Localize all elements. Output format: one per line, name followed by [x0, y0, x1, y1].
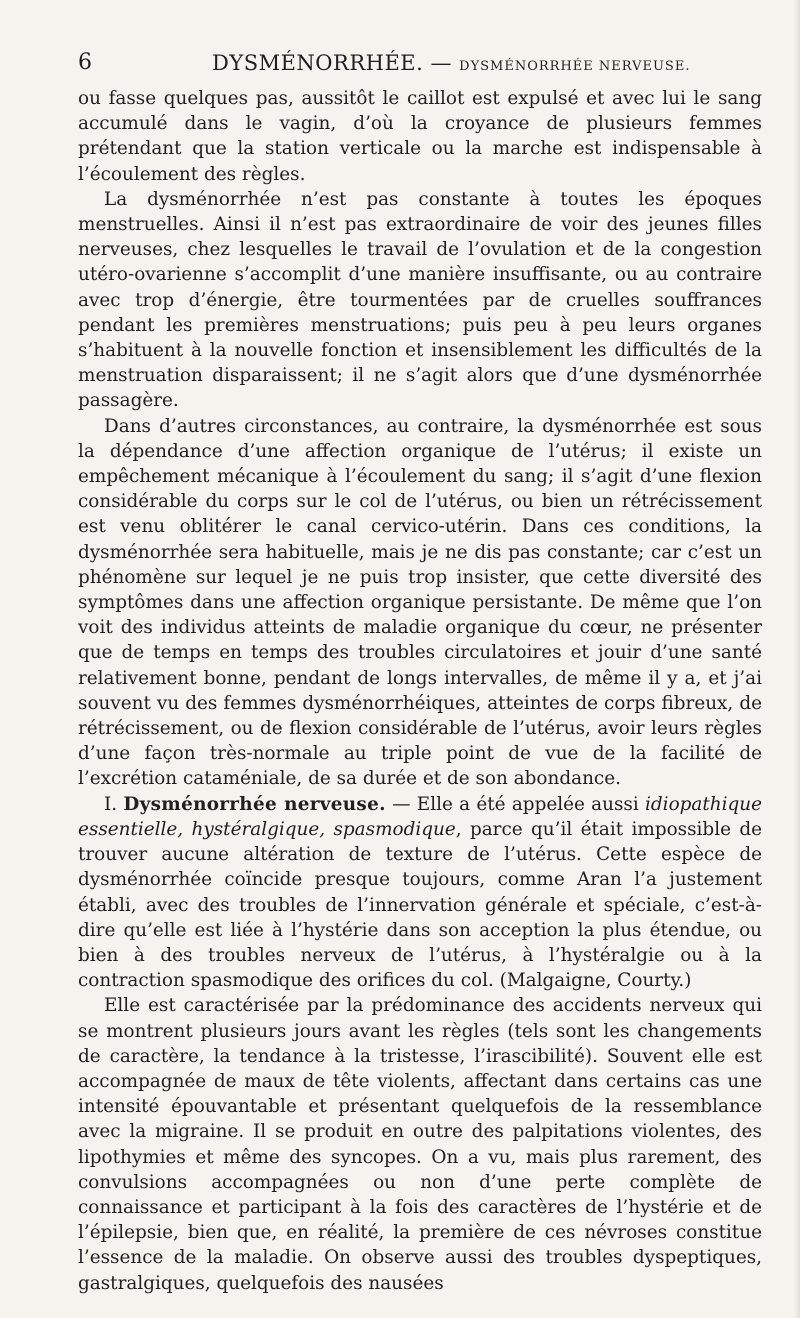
section-heading: Dysménorrhée nerveuse.	[123, 793, 386, 815]
section-dash: —	[385, 793, 417, 815]
section-rest: , parce qu’il était impossible de trouver aucune altération de texture de l’utérus. Cette espèce de dysménorrhée coïncide presque toujours, comme Aran l’a justement établi, avec des troubles de l’innervation générale et spéciale, c’est-à-dire qu’elle est liée à l’hystérie dans son acception la plus étendue, ou bien à des troubles nerveux de l’utérus, à l’hystéralgie ou à la contraction spasmodique des orifices du col. (Malgaigne, Courty.)	[78, 818, 762, 992]
running-header	[78, 48, 762, 78]
page-number: 6	[78, 50, 92, 75]
paragraph-continuation: ou fasse quelques pas, aussitôt le caillot est expulsé et avec lui le sang accumulé dans le vagin, d’où la croyance de plusieurs femmes prétendant que la station verticale ou la marche est indispensable à l’écoulement des règles.	[78, 88, 762, 185]
title-separator: —	[423, 51, 460, 75]
paragraph: La dysménorrhée n’est pas constante à toutes les époques menstruelles. Ainsi il n’est pas extraordinaire de voir des jeunes filles nerveuses, chez lesquelles le travail de l’ovulation et de la congestion utéro-ovarienne s’accomplit d’une manière insuffisante, ou au contraire avec trop d’énergie, être tourmentées par de cruelles souffrances pendant les premières menstruations; puis peu à peu leurs organes s’habituent à la nouvelle fonction et insensiblement les difficultés de la menstruation disparaissent; il ne s’agit alors que d’une dysménorrhée passagère.	[78, 188, 762, 412]
section-subtitle: DYSMÉNORRHÉE NERVEUSE.	[459, 59, 691, 74]
section-number: I.	[104, 793, 118, 815]
body-text	[78, 86, 762, 1296]
paragraph: Dans d’autres circonstances, au contraire, la dysménorrhée est sous la dépendance d’une affection organique de l’utérus; il existe un empêchement mécanique à l’écoulement du sang; il s’agit d’une flexion considérable du corps sur le col de l’utérus, ou bien un rétrécissement est venu oblitérer le canal cervico-utérin. Dans ces conditions, la dysménorrhée sera habituelle, mais je ne dis pas constante; car c’est un phénomène sur lequel je ne puis trop insister, que cette diversité des symptômes dans une affection organique persistante. De même que l’on voit des individus atteints de maladie organique du cœur, ne présenter que de temps en temps des troubles circulatoires et jouir d’une santé relativement bonne, pendant de longs intervalles, de même il y a, et j’ai souvent vu des femmes dysménorrhéiques, atteintes de corps fibreux, de rétrécissement, ou de flexion considérable de l’utérus, avoir leurs règles d’une façon très-normale au triple point de vue de la facilité de l’excrétion cataméniale, de sa durée et de son abondance.	[78, 415, 762, 790]
chapter-title: DYSMÉNORRHÉE.	[212, 51, 424, 75]
section-paragraph	[78, 792, 762, 994]
paragraph: Elle est caractérisée par la prédominance des accidents nerveux qui se montrent plusieurs jours avant les règles (tels sont les changements de caractère, la tendance à la tristesse, l’irascibilité). Souvent elle est accompagnée de maux de tête violents, affectant dans certains cas une intensité épouvantable et présentant quelquefois de la ressemblance avec la migraine. Il se produit en outre des palpitations violentes, des lipothymies et même des syncopes. On a vu, mais plus rarement, des convulsions accompagnées ou non d’une perte complète de connaissance et participant à la fois des caractères de l’hystérie et de l’épilepsie, bien que, en réalité, la première de ces névroses constitue l’essence de la maladie. On observe aussi des troubles dyspeptiques, gastralgiques, quelquefois des nausées	[78, 995, 762, 1294]
section-intro: Elle a été appelée aussi	[416, 793, 646, 815]
running-title	[212, 48, 690, 82]
page-edge-shadow	[794, 0, 800, 1318]
section-terms: idiopathique essentielle, hystéralgique, spasmodique	[78, 793, 762, 840]
